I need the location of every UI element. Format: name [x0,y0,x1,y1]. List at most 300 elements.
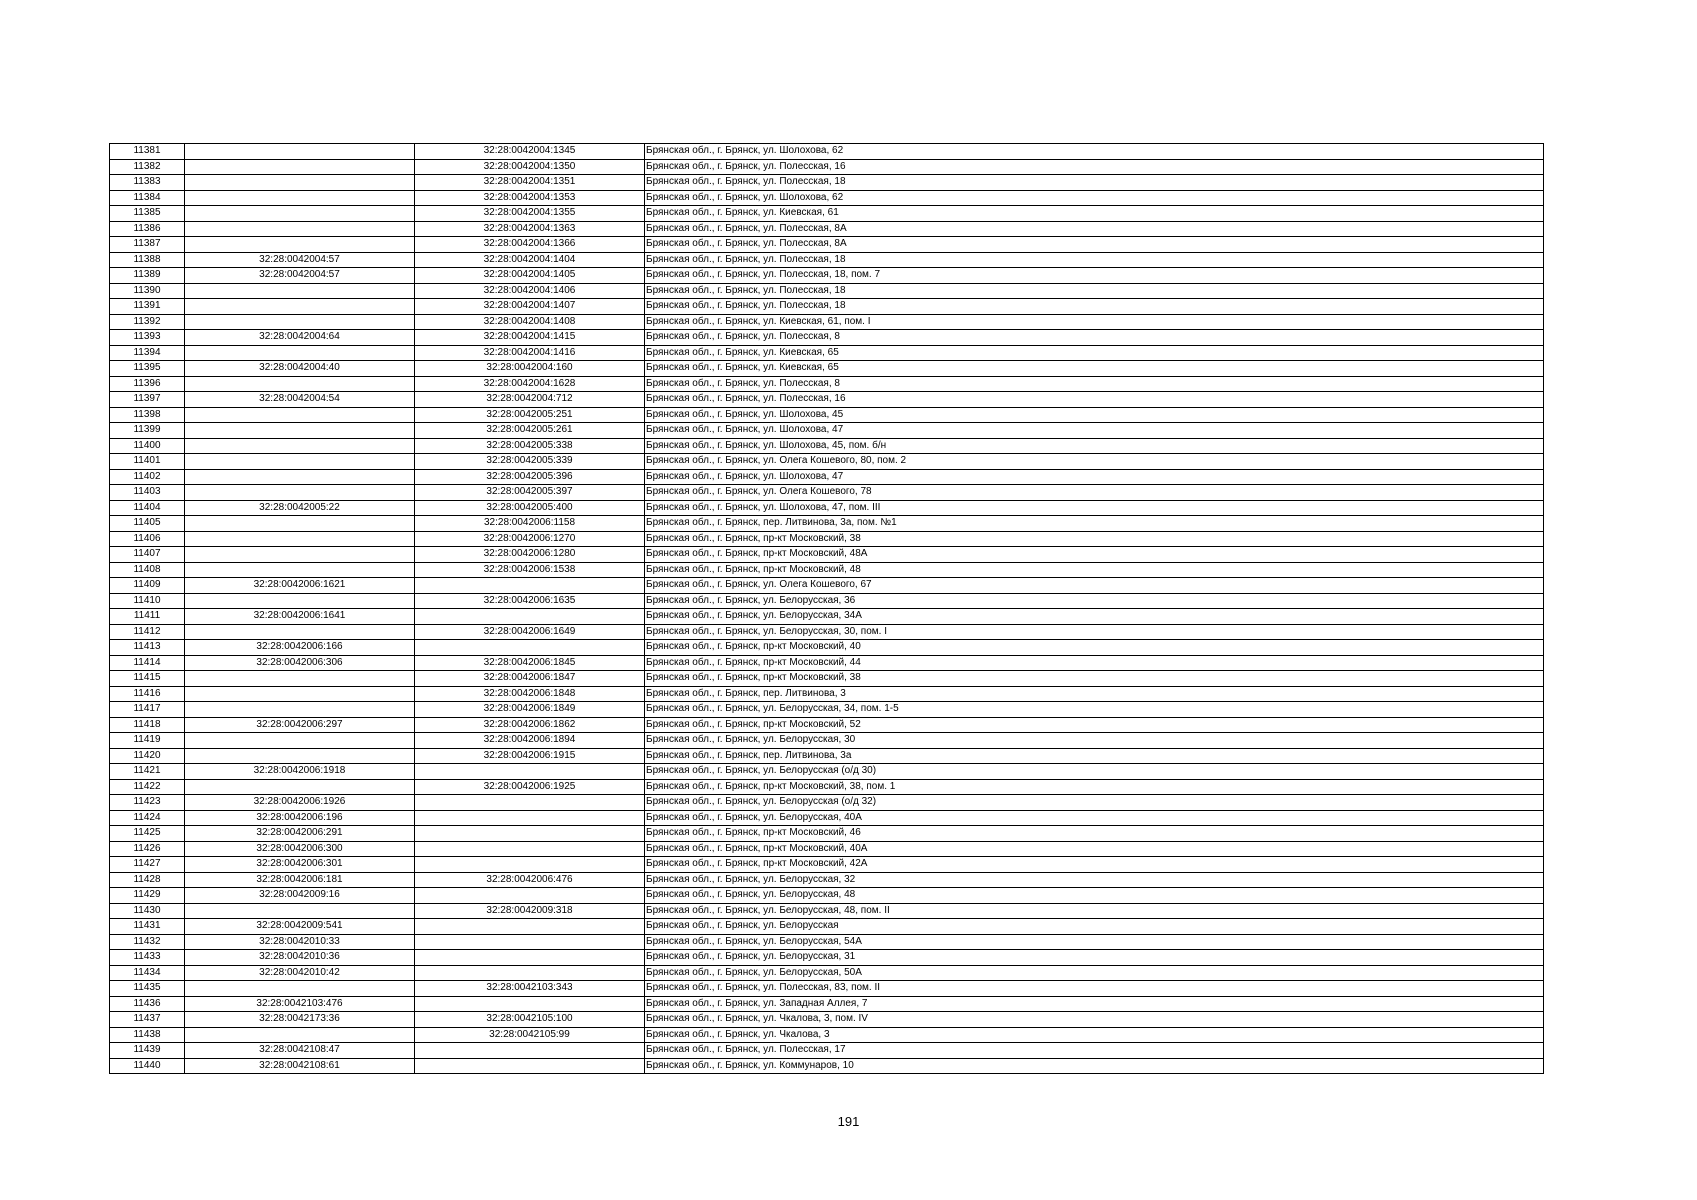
building-cadastral-number-cell [415,841,645,857]
table-row [110,1027,1544,1043]
building-cadastral-number-cell: 32:28:0042005:251 [415,407,645,423]
address-cell: Брянская обл., г. Брянск, пр-кт Московский, 40А [645,841,1544,857]
row-number-cell: 11403 [110,485,185,501]
land-cadastral-number-cell [185,748,415,764]
table-row [110,826,1544,842]
address-cell: Брянская обл., г. Брянск, ул. Полесская, 18 [645,175,1544,191]
address-cell: Брянская обл., г. Брянск, ул. Шолохова, 47, пом. III [645,500,1544,516]
address-cell: Брянская обл., г. Брянск, ул. Олега Кошевого, 80, пом. 2 [645,454,1544,470]
land-cadastral-number-cell [185,531,415,547]
address-cell: Брянская обл., г. Брянск, ул. Белорусская, 48 [645,888,1544,904]
row-number-cell: 11386 [110,221,185,237]
row-number-cell: 11383 [110,175,185,191]
land-cadastral-number-cell: 32:28:0042005:22 [185,500,415,516]
land-cadastral-number-cell: 32:28:0042006:1641 [185,609,415,625]
building-cadastral-number-cell: 32:28:0042004:1350 [415,159,645,175]
row-number-cell: 11381 [110,144,185,160]
row-number-cell: 11419 [110,733,185,749]
land-cadastral-number-cell: 32:28:0042006:1621 [185,578,415,594]
row-number-cell: 11418 [110,717,185,733]
building-cadastral-number-cell: 32:28:0042006:1270 [415,531,645,547]
land-cadastral-number-cell [185,981,415,997]
land-cadastral-number-cell: 32:28:0042004:64 [185,330,415,346]
land-cadastral-number-cell: 32:28:0042006:181 [185,872,415,888]
building-cadastral-number-cell: 32:28:0042006:1862 [415,717,645,733]
table-row [110,237,1544,253]
address-cell: Брянская обл., г. Брянск, ул. Олега Кошевого, 67 [645,578,1544,594]
table-row [110,438,1544,454]
land-cadastral-number-cell: 32:28:0042108:61 [185,1058,415,1074]
row-number-cell: 11436 [110,996,185,1012]
building-cadastral-number-cell: 32:28:0042009:318 [415,903,645,919]
table-row [110,934,1544,950]
building-cadastral-number-cell: 32:28:0042006:1925 [415,779,645,795]
building-cadastral-number-cell: 32:28:0042004:1404 [415,252,645,268]
row-number-cell: 11405 [110,516,185,532]
address-cell: Брянская обл., г. Брянск, ул. Киевская, 61 [645,206,1544,222]
building-cadastral-number-cell: 32:28:0042004:1353 [415,190,645,206]
table-row [110,423,1544,439]
land-cadastral-number-cell [185,237,415,253]
address-cell: Брянская обл., г. Брянск, ул. Чкалова, 3, пом. IV [645,1012,1544,1028]
table-row [110,733,1544,749]
land-cadastral-number-cell [185,702,415,718]
row-number-cell: 11401 [110,454,185,470]
table-row [110,547,1544,563]
building-cadastral-number-cell [415,826,645,842]
building-cadastral-number-cell: 32:28:0042006:1847 [415,671,645,687]
land-cadastral-number-cell [185,206,415,222]
row-number-cell: 11413 [110,640,185,656]
address-cell: Брянская обл., г. Брянск, ул. Полесская, 83, пом. II [645,981,1544,997]
building-cadastral-number-cell [415,996,645,1012]
address-cell: Брянская обл., г. Брянск, ул. Полесская, 16 [645,159,1544,175]
address-cell: Брянская обл., г. Брянск, пр-кт Московский, 38 [645,531,1544,547]
row-number-cell: 11393 [110,330,185,346]
row-number-cell: 11439 [110,1043,185,1059]
table-row [110,640,1544,656]
building-cadastral-number-cell: 32:28:0042004:1406 [415,283,645,299]
address-cell: Брянская обл., г. Брянск, ул. Белорусская, 36 [645,593,1544,609]
address-cell: Брянская обл., г. Брянск, ул. Киевская, 65 [645,345,1544,361]
address-cell: Брянская обл., г. Брянск, ул. Белорусская [645,919,1544,935]
row-number-cell: 11407 [110,547,185,563]
table-row [110,1012,1544,1028]
table-row [110,159,1544,175]
building-cadastral-number-cell: 32:28:0042006:1649 [415,624,645,640]
land-cadastral-number-cell [185,376,415,392]
land-cadastral-number-cell [185,733,415,749]
address-cell: Брянская обл., г. Брянск, ул. Шолохова, 45 [645,407,1544,423]
table-row [110,268,1544,284]
row-number-cell: 11408 [110,562,185,578]
address-cell: Брянская обл., г. Брянск, ул. Полесская, 8 [645,330,1544,346]
land-cadastral-number-cell [185,671,415,687]
land-cadastral-number-cell [185,562,415,578]
register-table [109,143,1544,1074]
row-number-cell: 11423 [110,795,185,811]
address-cell: Брянская обл., г. Брянск, ул. Белорусская, 40А [645,810,1544,826]
land-cadastral-number-cell [185,423,415,439]
land-cadastral-number-cell: 32:28:0042004:54 [185,392,415,408]
row-number-cell: 11400 [110,438,185,454]
land-cadastral-number-cell [185,593,415,609]
building-cadastral-number-cell [415,640,645,656]
address-cell: Брянская обл., г. Брянск, пер. Литвинова, 3а [645,748,1544,764]
land-cadastral-number-cell: 32:28:0042010:42 [185,965,415,981]
table-row [110,919,1544,935]
table-row [110,578,1544,594]
building-cadastral-number-cell [415,764,645,780]
building-cadastral-number-cell [415,965,645,981]
building-cadastral-number-cell: 32:28:0042004:1416 [415,345,645,361]
row-number-cell: 11420 [110,748,185,764]
table-row [110,810,1544,826]
land-cadastral-number-cell: 32:28:0042010:33 [185,934,415,950]
land-cadastral-number-cell: 32:28:0042006:300 [185,841,415,857]
address-cell: Брянская обл., г. Брянск, ул. Белорусская, 34, пом. 1-5 [645,702,1544,718]
table-row [110,392,1544,408]
building-cadastral-number-cell: 32:28:0042005:396 [415,469,645,485]
table-row [110,531,1544,547]
table-row [110,795,1544,811]
table-row [110,857,1544,873]
row-number-cell: 11416 [110,686,185,702]
land-cadastral-number-cell [185,314,415,330]
row-number-cell: 11422 [110,779,185,795]
land-cadastral-number-cell [185,407,415,423]
address-cell: Брянская обл., г. Брянск, ул. Шолохова, 47 [645,423,1544,439]
row-number-cell: 11384 [110,190,185,206]
table-row [110,500,1544,516]
row-number-cell: 11434 [110,965,185,981]
building-cadastral-number-cell: 32:28:0042006:1280 [415,547,645,563]
address-cell: Брянская обл., г. Брянск, пр-кт Московский, 44 [645,655,1544,671]
building-cadastral-number-cell [415,810,645,826]
land-cadastral-number-cell: 32:28:0042006:297 [185,717,415,733]
row-number-cell: 11396 [110,376,185,392]
row-number-cell: 11431 [110,919,185,935]
table-row [110,376,1544,392]
address-cell: Брянская обл., г. Брянск, пр-кт Московский, 46 [645,826,1544,842]
address-cell: Брянская обл., г. Брянск, ул. Полесская, 8А [645,237,1544,253]
table-row [110,996,1544,1012]
table-row [110,407,1544,423]
building-cadastral-number-cell: 32:28:0042006:1635 [415,593,645,609]
address-cell: Брянская обл., г. Брянск, ул. Белорусская, 34А [645,609,1544,625]
table-row [110,299,1544,315]
address-cell: Брянская обл., г. Брянск, ул. Белорусская, 30, пом. I [645,624,1544,640]
row-number-cell: 11385 [110,206,185,222]
land-cadastral-number-cell: 32:28:0042004:40 [185,361,415,377]
building-cadastral-number-cell [415,1043,645,1059]
land-cadastral-number-cell: 32:28:0042006:166 [185,640,415,656]
row-number-cell: 11415 [110,671,185,687]
building-cadastral-number-cell: 32:28:0042004:1351 [415,175,645,191]
row-number-cell: 11387 [110,237,185,253]
building-cadastral-number-cell: 32:28:0042006:1894 [415,733,645,749]
address-cell: Брянская обл., г. Брянск, ул. Коммунаров, 10 [645,1058,1544,1074]
land-cadastral-number-cell [185,299,415,315]
table-row [110,221,1544,237]
address-cell: Брянская обл., г. Брянск, ул. Белорусская, 31 [645,950,1544,966]
land-cadastral-number-cell: 32:28:0042009:16 [185,888,415,904]
row-number-cell: 11424 [110,810,185,826]
table-row [110,965,1544,981]
address-cell: Брянская обл., г. Брянск, ул. Олега Кошевого, 78 [645,485,1544,501]
building-cadastral-number-cell [415,888,645,904]
row-number-cell: 11409 [110,578,185,594]
address-cell: Брянская обл., г. Брянск, пр-кт Московский, 48А [645,547,1544,563]
land-cadastral-number-cell [185,485,415,501]
address-cell: Брянская обл., г. Брянск, пр-кт Московский, 52 [645,717,1544,733]
table-row [110,469,1544,485]
land-cadastral-number-cell: 32:28:0042006:301 [185,857,415,873]
land-cadastral-number-cell: 32:28:0042006:196 [185,810,415,826]
row-number-cell: 11425 [110,826,185,842]
row-number-cell: 11433 [110,950,185,966]
row-number-cell: 11402 [110,469,185,485]
address-cell: Брянская обл., г. Брянск, ул. Полесская, 18 [645,252,1544,268]
address-cell: Брянская обл., г. Брянск, ул. Киевская, 65 [645,361,1544,377]
building-cadastral-number-cell: 32:28:0042004:712 [415,392,645,408]
building-cadastral-number-cell: 32:28:0042103:343 [415,981,645,997]
table-row [110,1043,1544,1059]
building-cadastral-number-cell [415,934,645,950]
land-cadastral-number-cell: 32:28:0042173:36 [185,1012,415,1028]
table-row [110,345,1544,361]
row-number-cell: 11382 [110,159,185,175]
land-cadastral-number-cell: 32:28:0042006:306 [185,655,415,671]
row-number-cell: 11388 [110,252,185,268]
row-number-cell: 11427 [110,857,185,873]
building-cadastral-number-cell: 32:28:0042006:1158 [415,516,645,532]
building-cadastral-number-cell [415,795,645,811]
building-cadastral-number-cell: 32:28:0042005:400 [415,500,645,516]
address-cell: Брянская обл., г. Брянск, пр-кт Московский, 42А [645,857,1544,873]
row-number-cell: 11392 [110,314,185,330]
table-row [110,950,1544,966]
row-number-cell: 11398 [110,407,185,423]
land-cadastral-number-cell [185,345,415,361]
address-cell: Брянская обл., г. Брянск, ул. Белорусская (о/д 30) [645,764,1544,780]
address-cell: Брянская обл., г. Брянск, ул. Западная Аллея, 7 [645,996,1544,1012]
land-cadastral-number-cell [185,903,415,919]
land-cadastral-number-cell [185,1027,415,1043]
row-number-cell: 11438 [110,1027,185,1043]
row-number-cell: 11390 [110,283,185,299]
row-number-cell: 11406 [110,531,185,547]
address-cell: Брянская обл., г. Брянск, ул. Белорусская, 54А [645,934,1544,950]
table-row [110,671,1544,687]
row-number-cell: 11412 [110,624,185,640]
address-cell: Брянская обл., г. Брянск, ул. Полесская, 8А [645,221,1544,237]
address-cell: Брянская обл., г. Брянск, пер. Литвинова, 3а, пом. №1 [645,516,1544,532]
table-row [110,655,1544,671]
address-cell: Брянская обл., г. Брянск, ул. Шолохова, 45, пом. б/н [645,438,1544,454]
land-cadastral-number-cell: 32:28:0042010:36 [185,950,415,966]
table-row [110,888,1544,904]
row-number-cell: 11404 [110,500,185,516]
table-row [110,330,1544,346]
address-cell: Брянская обл., г. Брянск, пр-кт Московский, 48 [645,562,1544,578]
row-number-cell: 11389 [110,268,185,284]
building-cadastral-number-cell [415,950,645,966]
land-cadastral-number-cell [185,283,415,299]
table-row [110,252,1544,268]
table-row [110,593,1544,609]
land-cadastral-number-cell [185,779,415,795]
row-number-cell: 11397 [110,392,185,408]
register-table-body [110,144,1544,1074]
row-number-cell: 11421 [110,764,185,780]
address-cell: Брянская обл., г. Брянск, ул. Полесская, 16 [645,392,1544,408]
building-cadastral-number-cell: 32:28:0042005:338 [415,438,645,454]
land-cadastral-number-cell [185,190,415,206]
land-cadastral-number-cell [185,454,415,470]
address-cell: Брянская обл., г. Брянск, пр-кт Московский, 38 [645,671,1544,687]
building-cadastral-number-cell: 32:28:0042005:397 [415,485,645,501]
land-cadastral-number-cell: 32:28:0042004:57 [185,268,415,284]
building-cadastral-number-cell: 32:28:0042004:1345 [415,144,645,160]
land-cadastral-number-cell: 32:28:0042006:291 [185,826,415,842]
row-number-cell: 11437 [110,1012,185,1028]
table-row [110,454,1544,470]
table-row [110,175,1544,191]
address-cell: Брянская обл., г. Брянск, ул. Белорусская (о/д 32) [645,795,1544,811]
building-cadastral-number-cell [415,609,645,625]
row-number-cell: 11399 [110,423,185,439]
row-number-cell: 11432 [110,934,185,950]
table-row [110,361,1544,377]
building-cadastral-number-cell: 32:28:0042004:1415 [415,330,645,346]
address-cell: Брянская обл., г. Брянск, ул. Полесская, 8 [645,376,1544,392]
building-cadastral-number-cell: 32:28:0042004:1405 [415,268,645,284]
table-row [110,702,1544,718]
building-cadastral-number-cell: 32:28:0042004:1408 [415,314,645,330]
row-number-cell: 11428 [110,872,185,888]
row-number-cell: 11435 [110,981,185,997]
row-number-cell: 11430 [110,903,185,919]
row-number-cell: 11414 [110,655,185,671]
page-number: 191 [837,1114,860,1129]
table-row [110,144,1544,160]
building-cadastral-number-cell: 32:28:0042005:339 [415,454,645,470]
building-cadastral-number-cell: 32:28:0042004:1366 [415,237,645,253]
table-row [110,779,1544,795]
building-cadastral-number-cell: 32:28:0042004:1355 [415,206,645,222]
building-cadastral-number-cell: 32:28:0042006:1849 [415,702,645,718]
row-number-cell: 11417 [110,702,185,718]
row-number-cell: 11411 [110,609,185,625]
table-row [110,872,1544,888]
building-cadastral-number-cell [415,1058,645,1074]
address-cell: Брянская обл., г. Брянск, ул. Полесская, 18 [645,283,1544,299]
address-cell: Брянская обл., г. Брянск, пер. Литвинова, 3 [645,686,1544,702]
table-row [110,981,1544,997]
table-row [110,485,1544,501]
building-cadastral-number-cell: 32:28:0042105:100 [415,1012,645,1028]
table-row [110,903,1544,919]
row-number-cell: 11440 [110,1058,185,1074]
building-cadastral-number-cell: 32:28:0042105:99 [415,1027,645,1043]
building-cadastral-number-cell [415,857,645,873]
address-cell: Брянская обл., г. Брянск, ул. Белорусская, 30 [645,733,1544,749]
table-row [110,609,1544,625]
land-cadastral-number-cell: 32:28:0042108:47 [185,1043,415,1059]
table-row [110,748,1544,764]
address-cell: Брянская обл., г. Брянск, ул. Полесская, 18 [645,299,1544,315]
land-cadastral-number-cell [185,175,415,191]
address-cell: Брянская обл., г. Брянск, ул. Белорусская, 48, пом. II [645,903,1544,919]
land-cadastral-number-cell: 32:28:0042009:541 [185,919,415,935]
building-cadastral-number-cell: 32:28:0042006:1915 [415,748,645,764]
land-cadastral-number-cell [185,438,415,454]
table-row [110,283,1544,299]
table-row [110,624,1544,640]
building-cadastral-number-cell: 32:28:0042004:1363 [415,221,645,237]
land-cadastral-number-cell: 32:28:0042103:476 [185,996,415,1012]
row-number-cell: 11429 [110,888,185,904]
land-cadastral-number-cell [185,624,415,640]
table-row [110,314,1544,330]
address-cell: Брянская обл., г. Брянск, ул. Шолохова, 62 [645,190,1544,206]
table-row [110,841,1544,857]
building-cadastral-number-cell [415,578,645,594]
building-cadastral-number-cell: 32:28:0042005:261 [415,423,645,439]
building-cadastral-number-cell: 32:28:0042006:1538 [415,562,645,578]
building-cadastral-number-cell: 32:28:0042006:1845 [415,655,645,671]
table-row [110,562,1544,578]
row-number-cell: 11394 [110,345,185,361]
address-cell: Брянская обл., г. Брянск, пр-кт Московский, 40 [645,640,1544,656]
address-cell: Брянская обл., г. Брянск, ул. Полесская, 18, пом. 7 [645,268,1544,284]
building-cadastral-number-cell: 32:28:0042006:1848 [415,686,645,702]
land-cadastral-number-cell: 32:28:0042004:57 [185,252,415,268]
row-number-cell: 11410 [110,593,185,609]
table-row [110,516,1544,532]
land-cadastral-number-cell [185,686,415,702]
building-cadastral-number-cell: 32:28:0042004:1407 [415,299,645,315]
table-row [110,764,1544,780]
land-cadastral-number-cell [185,221,415,237]
address-cell: Брянская обл., г. Брянск, ул. Белорусская, 50А [645,965,1544,981]
address-cell: Брянская обл., г. Брянск, ул. Шолохова, 47 [645,469,1544,485]
land-cadastral-number-cell [185,547,415,563]
table-row [110,686,1544,702]
table-row [110,190,1544,206]
row-number-cell: 11426 [110,841,185,857]
land-cadastral-number-cell [185,469,415,485]
land-cadastral-number-cell [185,516,415,532]
table-row [110,717,1544,733]
table-row [110,1058,1544,1074]
land-cadastral-number-cell [185,144,415,160]
address-cell: Брянская обл., г. Брянск, ул. Шолохова, 62 [645,144,1544,160]
land-cadastral-number-cell: 32:28:0042006:1918 [185,764,415,780]
land-cadastral-number-cell: 32:28:0042006:1926 [185,795,415,811]
building-cadastral-number-cell: 32:28:0042004:160 [415,361,645,377]
land-cadastral-number-cell [185,159,415,175]
address-cell: Брянская обл., г. Брянск, ул. Киевская, 61, пом. I [645,314,1544,330]
address-cell: Брянская обл., г. Брянск, ул. Чкалова, 3 [645,1027,1544,1043]
table-row [110,206,1544,222]
building-cadastral-number-cell: 32:28:0042006:476 [415,872,645,888]
building-cadastral-number-cell: 32:28:0042004:1628 [415,376,645,392]
building-cadastral-number-cell [415,919,645,935]
row-number-cell: 11391 [110,299,185,315]
address-cell: Брянская обл., г. Брянск, ул. Полесская, 17 [645,1043,1544,1059]
